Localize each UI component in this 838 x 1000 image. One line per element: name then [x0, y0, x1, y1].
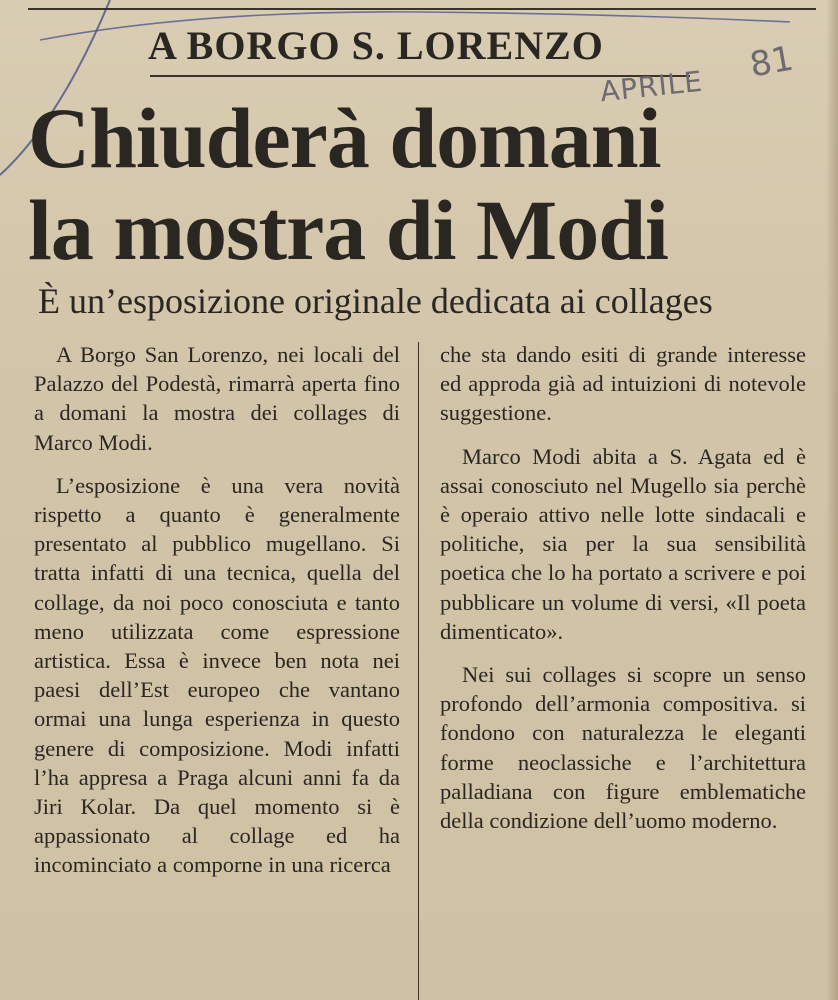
subheadline: È un’esposizione originale dedicata ai collages	[38, 281, 713, 321]
article-column-left	[34, 340, 400, 1000]
handwritten-year: 81	[746, 38, 797, 86]
top-rule	[28, 8, 816, 10]
paragraph: che sta dando esiti di grande interesse ed approda già ad intuizioni di notevole suggestione.	[440, 342, 806, 426]
section-kicker: A BORGO S. LORENZO	[148, 23, 604, 68]
paragraph: Nei sui collages si scopre un senso profondo dell’armonia compositiva. si fondono con naturalezza le eleganti forme neoclassiche e l’architettura palladiana con figure emblematiche della condizione dell’uomo moderno.	[440, 662, 806, 834]
column-divider	[418, 342, 419, 1000]
paragraph: A Borgo San Lorenzo, nei locali del Palazzo del Podestà, rimarrà aperta fino a domani la mostra dei collages di Marco Modi.	[34, 342, 400, 455]
paragraph: L’esposizione è una vera novità rispetto a quanto è generalmente presentato al pubblico mugellano. Si tratta infatti di una tecnica, quella del collage, da noi poco conosciuta e tanto meno utilizzata come espressione artistica. Essa è invece ben nota nei paesi dell’Est europeo che vantano ormai una lunga esperienza in questo genere di composizione. Modi infatti l’ha appresa a Praga alcuni anni fa da Jiri Kolar. Da quel momento si è appassionato al collage ed ha incominciato a comporne in una ricerca	[34, 472, 400, 878]
handwritten-month: APRILE	[598, 64, 705, 109]
clipping-edge-shadow	[826, 0, 838, 1000]
paragraph: Marco Modi abita a S. Agata ed è assai conosciuto nel Mugello sia perchè è operaio attivo nelle lotte sindacali e politiche, sia per la sua sensibilità poetica che lo ha portato a scrivere e poi pubblicare un volume di versi, «Il poeta dimenticato».	[440, 443, 806, 644]
headline	[28, 92, 818, 276]
headline-line-1: Chiuderà domani	[28, 90, 661, 186]
article-column-right	[440, 340, 806, 1000]
headline-line-2: la mostra di Modi	[28, 182, 668, 278]
